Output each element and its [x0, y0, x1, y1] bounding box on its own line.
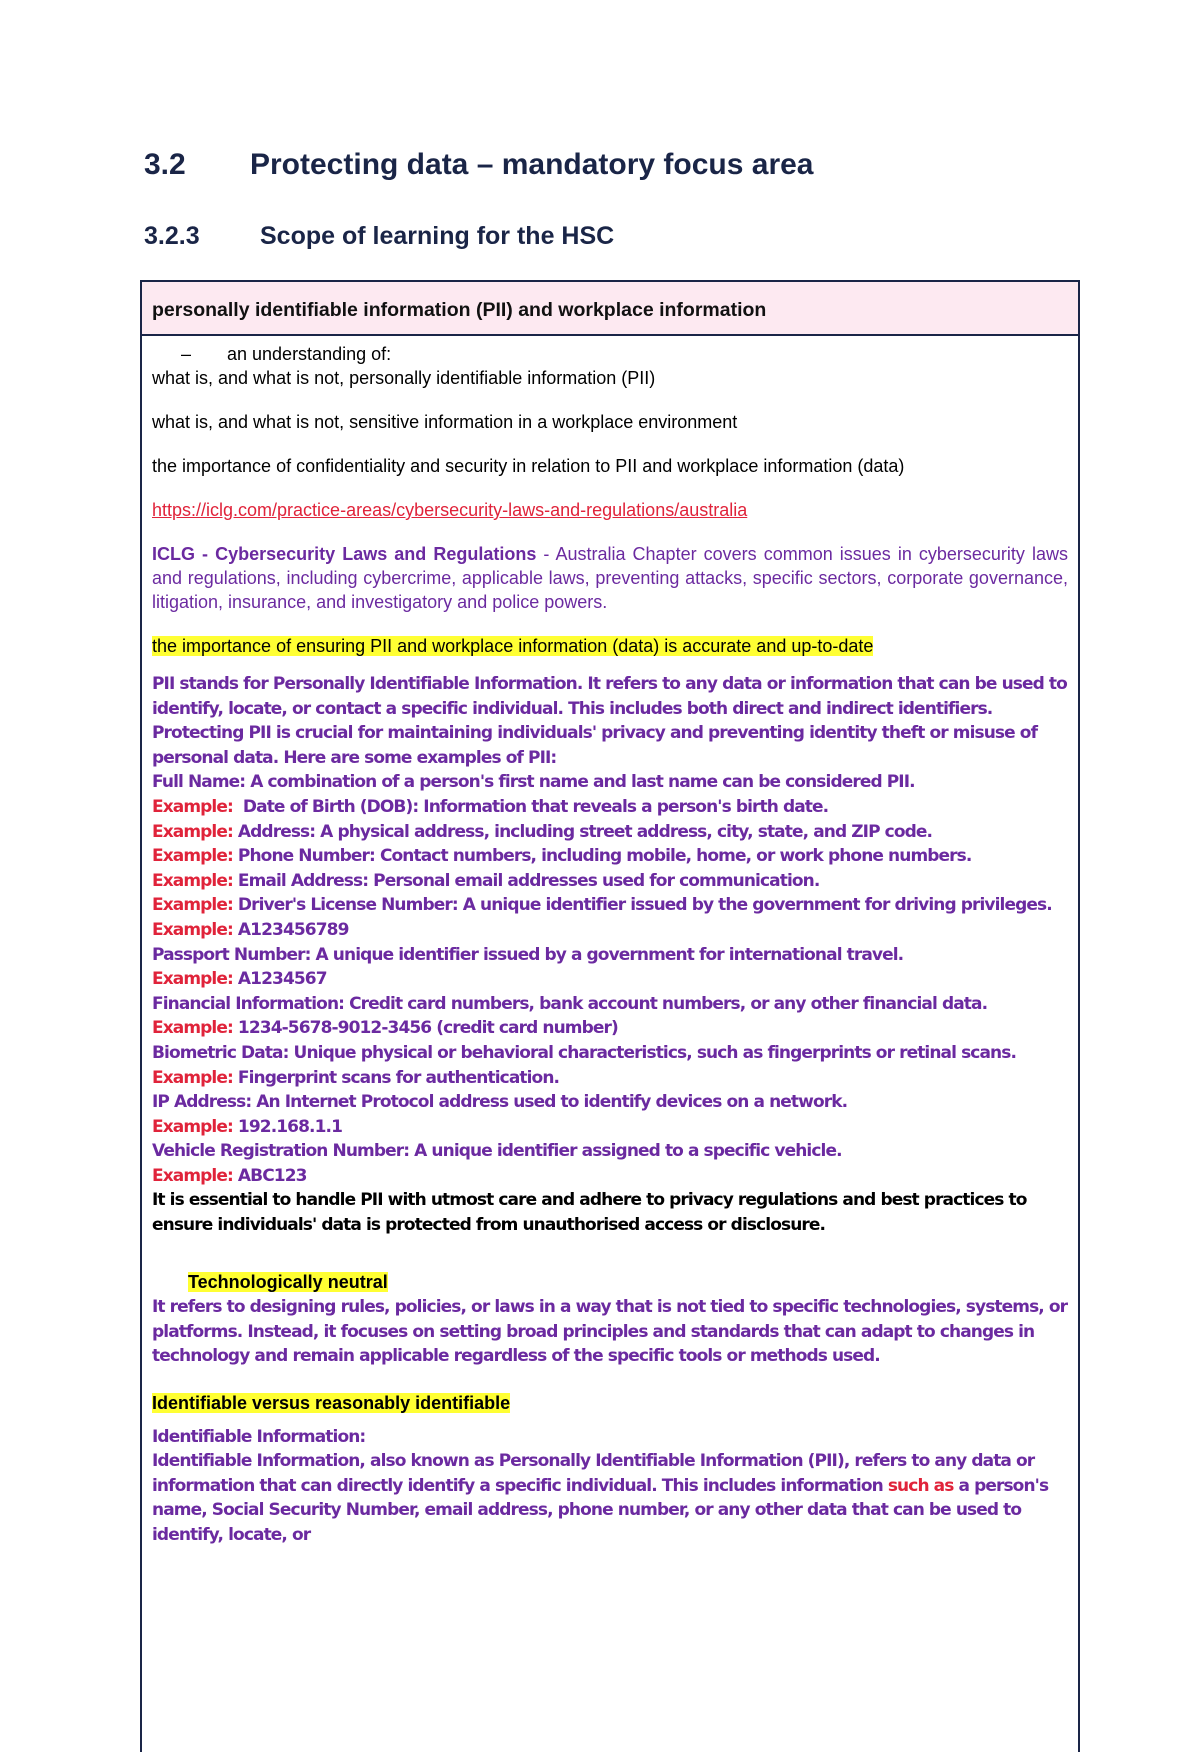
identifiable-text-a: Identifiable Information, also known as Personally Identifiable Information (PII), refers to any data or information that can directly identify a specific individual. This includes information — [152, 1451, 1035, 1496]
example-label: Example: — [152, 895, 233, 916]
example-text: Fingerprint scans for authentication. — [232, 1067, 560, 1088]
example-text: Full Name: A combination of a person's first name and last name can be considered PII. — [152, 772, 915, 793]
example-label: Example: — [152, 1067, 233, 1088]
iclg-title: ICLG - Cybersecurity Laws and Regulations — [152, 544, 537, 564]
such-as-highlight: such as — [887, 1475, 954, 1496]
iclg-link[interactable]: https://iclg.com/practice-areas/cybersecurity-laws-and-regulations/australia — [152, 500, 748, 520]
pii-example-row — [152, 1115, 1068, 1140]
subsection-number: 3.2.3 — [144, 222, 200, 250]
pii-intro: PII stands for Personally Identifiable Information. It refers to any data or information that can be used to identify, locate, or contact a specific individual. This includes both direct and indirect identifiers. Protecting PII is crucial for maintaining individuals' privacy and preventing identity theft or misuse of personal data. Here are some examples of PII: — [152, 674, 1067, 768]
example-label: Example: — [152, 870, 233, 891]
pii-example-row — [152, 1066, 1068, 1091]
pii-example-row — [152, 1139, 1068, 1164]
pii-closing: It is essential to handle PII with utmost care and adhere to privacy regulations and best practices to ensure individuals' data is protected from unauthorised access or disclosure. — [152, 1190, 1027, 1236]
example-text: IP Address: An Internet Protocol address used to identify devices on a network. — [152, 1092, 848, 1113]
example-text: Address: A physical address, including street address, city, state, and ZIP code. — [232, 821, 933, 842]
table-header: personally identifiable information (PII) and workplace information — [142, 282, 1078, 336]
example-label: Example: — [152, 969, 233, 990]
pii-example-row — [152, 820, 1068, 845]
pii-list — [152, 770, 1068, 1188]
identifiable-text — [152, 1449, 1068, 1547]
pii-example-row — [152, 869, 1068, 894]
example-label: Example: — [152, 1018, 233, 1039]
example-label: Example: — [152, 796, 233, 817]
point-confidentiality: the importance of confidentiality and security in relation to PII and workplace information (data) — [152, 456, 905, 476]
pii-example-row — [152, 1164, 1068, 1189]
example-text: Vehicle Registration Number: A unique identifier assigned to a specific vehicle. — [152, 1141, 842, 1162]
pii-example-row — [152, 1016, 1068, 1041]
section-number: 3.2 — [144, 148, 186, 181]
example-text: Phone Number: Contact numbers, including mobile, home, or work phone numbers. — [232, 846, 972, 867]
pii-example-row — [152, 770, 1068, 795]
tech-neutral-heading: Technologically neutral — [188, 1271, 388, 1292]
example-label: Example: — [152, 1165, 233, 1186]
example-text: A123456789 — [232, 919, 349, 940]
pii-example-row — [152, 943, 1068, 968]
section-title: Protecting data – mandatory focus area — [250, 148, 814, 181]
bullet-text: an understanding of: — [227, 344, 392, 364]
example-label: Example: — [152, 846, 233, 867]
iclg-description — [152, 542, 1068, 614]
identifiable-text-b: a person's name, Social Security Number, email address, phone number, or any other data that can be used to identify, locate, or — [152, 1475, 1049, 1545]
pii-example-row — [152, 795, 1068, 820]
example-text: Driver's License Number: A unique identifier issued by the government for driving privileges. — [232, 895, 1052, 916]
identifiable-heading: Identifiable versus reasonably identifiable — [152, 1393, 511, 1414]
highlight-accuracy: the importance of ensuring PII and workplace information (data) is accurate and up-to-date — [152, 636, 874, 656]
table-body — [142, 336, 1078, 1548]
subsection-title: Scope of learning for the HSC — [260, 222, 615, 250]
example-label: Example: — [152, 919, 233, 940]
example-text: Passport Number: A unique identifier issued by a government for international travel. — [152, 944, 904, 965]
identifiable-subheading: Identifiable Information: — [152, 1426, 366, 1447]
point-sensitive: what is, and what is not, sensitive information in a workplace environment — [152, 412, 738, 432]
example-text: Financial Information: Credit card numbers, bank account numbers, or any other financial data. — [152, 993, 988, 1014]
section-heading — [144, 148, 814, 182]
example-text: Email Address: Personal email addresses used for communication. — [232, 870, 820, 891]
dash-bullet-icon: – — [181, 344, 192, 364]
example-label: Example: — [152, 821, 233, 842]
example-text: 1234-5678-9012-3456 (credit card number) — [232, 1018, 618, 1039]
pii-example-row — [152, 992, 1068, 1017]
example-text: A1234567 — [232, 969, 327, 990]
pii-example-row — [152, 893, 1068, 918]
iclg-text: - Australia Chapter covers common issues in cybersecurity laws and regulations, including cybercrime, applicable laws, preventing attacks, specific sectors, corporate governance, litigation, insurance, and investigatory and police powers. — [152, 544, 1068, 612]
example-text: 192.168.1.1 — [232, 1116, 343, 1137]
content-table — [140, 280, 1080, 1752]
pii-example-row — [152, 844, 1068, 869]
pii-examples — [152, 672, 1068, 1548]
pii-example-row — [152, 967, 1068, 992]
example-text: Date of Birth (DOB): Information that reveals a person's birth date. — [232, 796, 829, 817]
subsection-heading — [144, 222, 614, 251]
pii-example-row — [152, 1041, 1068, 1066]
example-text: Biometric Data: Unique physical or behavioral characteristics, such as fingerprints or retinal scans. — [152, 1042, 1017, 1063]
tech-neutral-text: It refers to designing rules, policies, or laws in a way that is not tied to specific technologies, systems, or platforms. Instead, it focuses on setting broad principles and standards that can adapt to changes in technology and remain applicable regardless of the specific tools or methods used. — [152, 1297, 1068, 1367]
point-pii: what is, and what is not, personally identifiable information (PII) — [152, 368, 656, 388]
example-label: Example: — [152, 1116, 233, 1137]
pii-example-row — [152, 918, 1068, 943]
pii-example-row — [152, 1090, 1068, 1115]
example-text: ABC123 — [232, 1165, 307, 1186]
bullet-item — [152, 342, 1068, 366]
